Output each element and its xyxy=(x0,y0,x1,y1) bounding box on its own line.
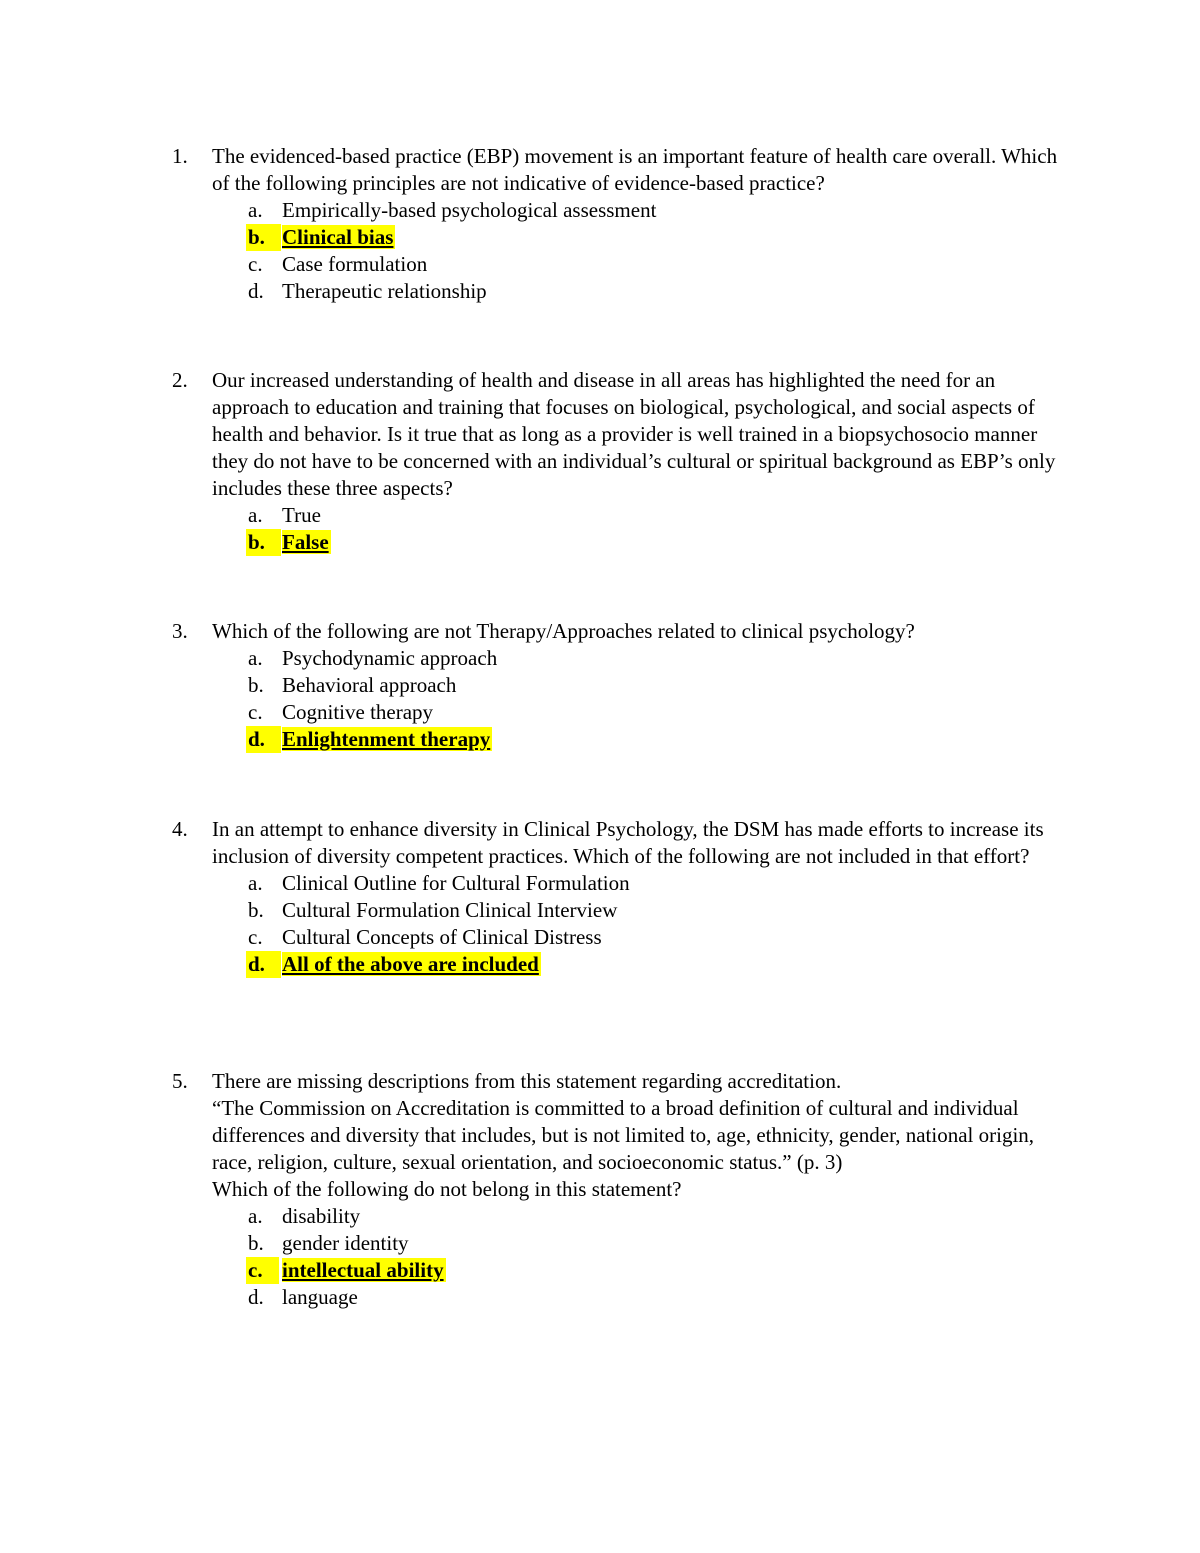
options-list xyxy=(172,197,1072,305)
option-letter: a. xyxy=(248,871,263,895)
option-b xyxy=(172,672,1072,699)
option-d xyxy=(172,278,1072,305)
option-a xyxy=(172,870,1072,897)
option-text: Case formulation xyxy=(282,252,428,276)
option-text: Clinical Outline for Cultural Formulation xyxy=(282,871,630,895)
option-b-correct xyxy=(172,529,1072,556)
option-letter: a. xyxy=(248,646,263,670)
option-letter: d. xyxy=(248,1285,264,1309)
quoted-statement: “The Commission on Accreditation is committed to a broad definition of cultural and individual differences and diversity that includes, but is not limited to, age, ethnicity, gender, national origin, race, religion, culture, sexual orientation, and socioeconomic status.” (p. 3) xyxy=(212,1096,1035,1174)
option-letter: b. xyxy=(246,529,281,556)
question-number: 5. xyxy=(172,1069,188,1093)
option-letter: c. xyxy=(248,700,263,724)
option-text: All of the above are included xyxy=(282,952,539,976)
options-list xyxy=(172,1203,1072,1311)
option-c xyxy=(172,924,1072,951)
option-text: Therapeutic relationship xyxy=(282,279,487,303)
option-d-correct xyxy=(172,951,1072,978)
option-letter: b. xyxy=(246,224,281,251)
question-prompt: Which of the following do not belong in this statement? xyxy=(212,1177,682,1201)
option-d xyxy=(172,1284,1072,1311)
option-a xyxy=(172,1203,1072,1230)
option-text: Clinical bias xyxy=(282,225,394,249)
option-text: False xyxy=(282,530,329,554)
question-number: 1. xyxy=(172,144,188,168)
option-letter: d. xyxy=(248,279,264,303)
question-text: In an attempt to enhance diversity in Clinical Psychology, the DSM has made efforts to increase its inclusion of diversity competent practices. Which of the following are not included in that effort? xyxy=(212,817,1044,868)
option-text: intellectual ability xyxy=(282,1258,444,1282)
option-text: Cultural Concepts of Clinical Distress xyxy=(282,925,602,949)
option-a xyxy=(172,645,1072,672)
question-5 xyxy=(172,1068,1072,1311)
option-letter: b. xyxy=(248,898,264,922)
question-stem xyxy=(172,816,1072,870)
question-number: 3. xyxy=(172,619,188,643)
question-stem xyxy=(172,1068,1072,1203)
option-b-correct xyxy=(172,224,1072,251)
option-text: language xyxy=(282,1285,358,1309)
question-number: 4. xyxy=(172,817,188,841)
question-text: Which of the following are not Therapy/Approaches related to clinical psychology? xyxy=(212,619,915,643)
option-text: disability xyxy=(282,1204,361,1228)
question-number: 2. xyxy=(172,368,188,392)
option-a xyxy=(172,502,1072,529)
option-text: Psychodynamic approach xyxy=(282,646,498,670)
question-stem xyxy=(172,367,1072,502)
options-list xyxy=(172,502,1072,556)
option-text: Cultural Formulation Clinical Interview xyxy=(282,898,618,922)
option-letter: c. xyxy=(248,252,263,276)
question-stem xyxy=(172,143,1072,197)
option-text: Empirically-based psychological assessment xyxy=(282,198,657,222)
question-4 xyxy=(172,816,1072,978)
question-text: There are missing descriptions from this statement regarding accreditation. xyxy=(212,1069,842,1093)
option-letter: b. xyxy=(248,673,264,697)
options-list xyxy=(172,645,1072,753)
options-list xyxy=(172,870,1072,978)
option-c xyxy=(172,699,1072,726)
option-text: Behavioral approach xyxy=(282,673,457,697)
option-letter: a. xyxy=(248,198,263,222)
option-text: gender identity xyxy=(282,1231,409,1255)
question-stem xyxy=(172,618,1072,645)
option-text: True xyxy=(282,503,321,527)
option-b xyxy=(172,1230,1072,1257)
question-text: The evidenced-based practice (EBP) movement is an important feature of health care overall. Which of the following principles are not indicative of evidence-based practice? xyxy=(212,144,1058,195)
option-text: Cognitive therapy xyxy=(282,700,434,724)
option-a xyxy=(172,197,1072,224)
question-3 xyxy=(172,618,1072,753)
question-2 xyxy=(172,367,1072,556)
option-letter: d. xyxy=(246,951,281,978)
question-1 xyxy=(172,143,1072,305)
question-text: Our increased understanding of health and disease in all areas has highlighted the need for an approach to education and training that focuses on biological, psychological, and social aspects of health and behavior. Is it true that as long as a provider is well trained in a biopsychosocio manner they do not have to be concerned with an individual’s cultural or spiritual background as EBP’s only includes these three aspects? xyxy=(212,368,1056,500)
option-c-correct xyxy=(172,1257,1072,1284)
option-d-correct xyxy=(172,726,1072,753)
option-letter: c. xyxy=(246,1257,279,1284)
option-letter: a. xyxy=(248,503,263,527)
option-letter: b. xyxy=(248,1231,264,1255)
option-c xyxy=(172,251,1072,278)
option-letter: a. xyxy=(248,1204,263,1228)
option-letter: d. xyxy=(246,726,281,753)
option-letter: c. xyxy=(248,925,263,949)
option-text: Enlightenment therapy xyxy=(282,727,491,751)
option-b xyxy=(172,897,1072,924)
